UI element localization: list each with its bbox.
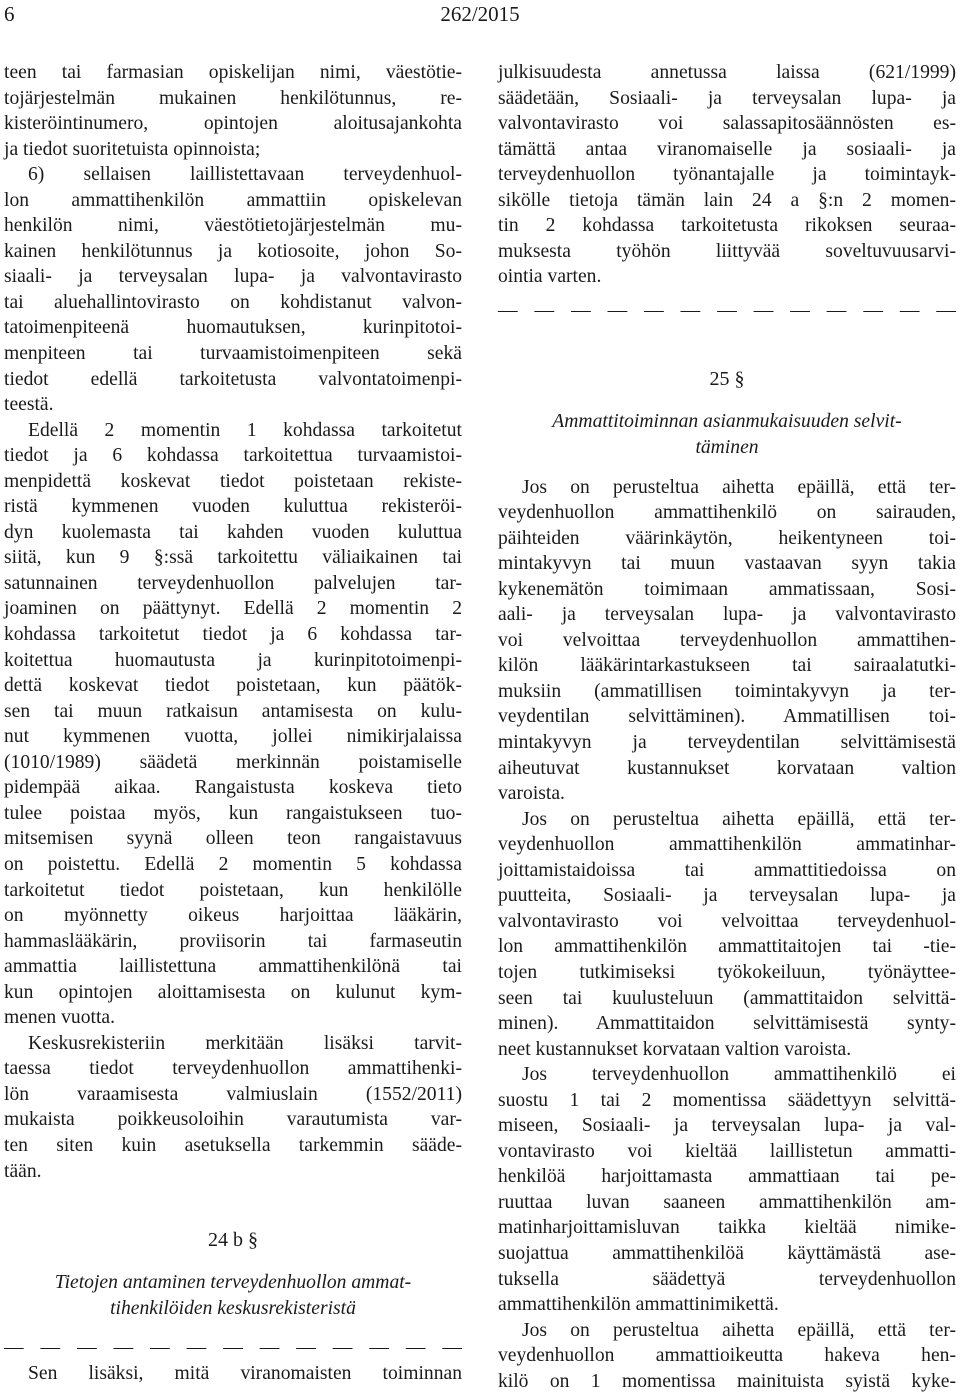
text-line: 6) sellaisen laillistettavaan terveydenhuol- <box>28 164 462 186</box>
text-line: ja tiedot suoritetuista opinnoista; <box>4 138 261 160</box>
paragraph <box>498 1318 956 1394</box>
text-line: sikölle tietoja tämän lain 24 a §:n 2 momen- <box>498 189 956 211</box>
text-line: Edellä 2 momentin 1 kohdassa tarkoitetut <box>28 419 462 441</box>
text-line: Jos on perusteltua aihetta epäillä, että ter- <box>522 1319 956 1341</box>
paragraph <box>4 1031 462 1184</box>
text-line: muksesta työhön liittyvää soveltuvuusarvi- <box>498 240 956 262</box>
text-line: koitettua huomautusta ja kurinpitotoimenpi- <box>4 649 462 671</box>
text-line: ten siten kuin asetuksella tarkemmin sääde- <box>4 1134 462 1156</box>
text-line: menpiteen tai turvaamistoimenpiteen sekä <box>4 343 462 365</box>
text-line: vontavirasto voi kieltää laillistetun ammatti- <box>498 1140 956 1162</box>
text-line: neet kustannukset korvataan valtion varoista. <box>498 1038 852 1060</box>
spacer <box>498 323 956 367</box>
text-line: kohdassa tarkoitetut tiedot ja 6 kohdassa tar- <box>4 624 462 646</box>
text-line: tatoimenpiteenä huomautuksen, kurinpitotoi- <box>4 317 462 339</box>
paragraph <box>4 60 462 418</box>
text-line: tiedot ja 6 kohdassa tarkoitettua turvaamistoi- <box>4 445 462 467</box>
text-line: kilö on 1 momentissa mainituista syistä kyke- <box>498 1370 956 1392</box>
text-line: nut kymmenen vuotta, jollei nimikirjalaissa <box>4 726 462 748</box>
section-title: Ammattitoiminnan asianmukaisuuden selvit- <box>552 411 902 433</box>
section-number: 24 b § <box>208 1229 258 1252</box>
spacer <box>4 1321 462 1335</box>
text-line: minen). Ammattitaidon selvittämisestä synty- <box>498 1013 956 1035</box>
text-line: mukaista poikkeusoloihin varautumista var- <box>4 1109 462 1131</box>
spacer <box>498 290 956 298</box>
text-line: joaminen on päättynyt. Edellä 2 momentin 2 <box>4 598 462 620</box>
text-line: miseen, Sosiaali- ja terveysalan lupa- ja val- <box>498 1115 956 1137</box>
text-line: aali- ja terveysalan lupa- ja valvontavirasto <box>498 604 956 626</box>
text-line: lön varaamisesta valmiuslain (1552/2011) <box>4 1083 462 1105</box>
text-line: tin 2 kohdassa tarkoitetusta rikoksen seuraa- <box>498 215 956 237</box>
text-line: varoista. <box>498 783 565 805</box>
text-line: Keskusrekisteriin merkitään lisäksi tarvit- <box>28 1032 462 1054</box>
text-line: tulee poistaa myös, kun rangaistukseen tuo- <box>4 802 462 824</box>
spacer <box>4 1254 462 1270</box>
text-line: (1010/1989) säädetä merkinnän poistamiselle <box>4 751 462 773</box>
section-title: täminen <box>695 437 759 459</box>
text-line: pidempää aikaa. Rangaistusta koskeva tieto <box>4 777 462 799</box>
spacer <box>498 393 956 409</box>
text-line: tiedot edellä tarkoitetusta valvontatoimenpi- <box>4 368 462 390</box>
text-line: henkilöä harjoittamasta ammattiaan tai pe- <box>498 1166 956 1188</box>
text-line: taessa tiedot terveydenhuollon ammattihenki- <box>4 1058 462 1080</box>
text-line: matinharjoittamisluvan taikka kieltää nimike- <box>498 1217 956 1239</box>
text-line: henkilön nimi, väestötietojärjestelmän mu- <box>4 215 462 237</box>
text-line: hammaslääkärin, proviisorin tai farmaseutin <box>4 930 462 952</box>
text-line: voi velvoittaa terveydenhuollon ammattihen- <box>498 629 956 651</box>
text-line: ristä kymmenen vuoden kuluttua rekisteröi- <box>4 496 462 518</box>
text-line: tojen tutkimiseksi työkokeiluun, työnäyttee- <box>498 961 956 983</box>
text-line: suostu 1 tai 2 momentissa säädettyyn selvittä- <box>498 1089 956 1111</box>
spacer <box>4 1184 462 1228</box>
text-line: tojärjestelmän mukainen henkilötunnus, re- <box>4 87 462 109</box>
text-line: on poistettu. Edellä 2 momentin 5 kohdassa <box>4 853 462 875</box>
text-line: Jos on perusteltua aihetta epäillä, että ter- <box>522 476 956 498</box>
text-line: kainen henkilötunnus ja kotiosoite, johon So- <box>4 240 462 262</box>
text-line: menpidettä koskevat tiedot poistetaan rekiste- <box>4 470 462 492</box>
text-line: tai aluehallintovirasto on kohdistanut valvon- <box>4 291 462 313</box>
text-line: veydenhuollon ammattioikeutta hakeva hen- <box>498 1345 956 1367</box>
text-line: tarkoitetut tiedot poistetaan, kun henkilölle <box>4 879 462 901</box>
text-line: Jos terveydenhuollon ammattihenkilö ei <box>522 1064 956 1086</box>
text-line: Jos on perusteltua aihetta epäillä, että ter- <box>522 808 956 830</box>
text-line: dyn kuolemasta tai kahden vuoden kuluttua <box>4 521 462 543</box>
text-line: kykenemätön toimimaan ammatissaan, Sosi- <box>498 578 956 600</box>
omission-dashes: — — — — — — — — — — — — — <box>4 1337 462 1359</box>
text-line: satunnainen terveydenhuollon palvelujen tar- <box>4 572 462 594</box>
text-line: valvontavirasto voi velvoittaa terveydenhuol- <box>498 910 956 932</box>
text-line: julkisuudesta annetussa laissa (621/1999) <box>498 62 956 83</box>
right-column <box>498 60 956 1394</box>
omission-dashes: — — — — — — — — — — — — — <box>498 299 956 321</box>
text-line: muksiin (ammatillisen toimintakyvyn ja ter- <box>498 680 956 702</box>
text-line: dettä koskevat tiedot poistetaan, kun päätök- <box>4 675 462 697</box>
text-line: kun opintojen aloittamisesta on kulunut kym- <box>4 981 462 1003</box>
text-line: seen tai kuulusteluun (ammattitaidon selvittä- <box>498 987 956 1009</box>
text-line: puutteita, Sosiaali- ja terveysalan lupa- ja <box>498 885 956 907</box>
text-line: ammattihenkilön ammattinimikettä. <box>498 1294 779 1316</box>
text-line: siaali- ja terveysalan lupa- ja valvontavirasto <box>4 266 462 288</box>
paragraph <box>498 60 956 290</box>
section-title: tihenkilöiden keskusrekisteristä <box>110 1297 356 1319</box>
text-line: suojattua ammattihenkilöä käyttämästä ase- <box>498 1242 956 1264</box>
text-line: menen vuotta. <box>4 1007 115 1029</box>
text-line: mintakyvyn ja terveydentilan selvittämisestä <box>498 732 956 754</box>
text-line: tuksella säädettyä terveydenhuollon <box>498 1268 956 1290</box>
text-line: lon ammattihenkilön ammattitaitojen tai -tie- <box>498 936 956 958</box>
text-line: ointia varten. <box>498 266 602 288</box>
text-line: sen tai muun ratkaisun antamisesta on kulu- <box>4 700 462 722</box>
text-line: aiheutuvat kustannukset korvataan valtion <box>498 757 956 779</box>
section-number: 25 § <box>709 368 745 391</box>
paragraph <box>4 418 462 1031</box>
text-line: mitsemisen syynä olleen teon rangaistavuus <box>4 828 462 850</box>
text-line: veydentilan selvittäminen). Ammatillisen toi- <box>498 706 956 728</box>
text-line: siitä, kun 9 §:ssä tarkoitettu väliaikainen tai <box>4 547 462 569</box>
spacer <box>498 461 956 475</box>
text-line: Sen lisäksi, mitä viranomaisten toiminnan <box>28 1362 462 1384</box>
text-line: teen tai farmasian opiskelijan nimi, väestötie- <box>4 62 462 83</box>
text-line: veydenhuollon ammattihenkilö on sairauden, <box>498 502 956 524</box>
text-line: kilön lääkärintarkastukseen tai sairaalatutki- <box>498 655 956 677</box>
text-line: lon ammattihenkilön ammattiin opiskelevan <box>4 189 462 211</box>
text-line: terveydenhuollon työnantajalle ja toimintayk- <box>498 164 956 186</box>
text-line: päihteiden väärinkäytön, heikentyneen toi- <box>498 527 956 549</box>
text-line: tään. <box>4 1160 42 1182</box>
paragraph <box>498 807 956 1062</box>
document-number: 262/2015 <box>440 2 520 26</box>
text-line: valvontavirasto voi salassapitosäännösten es- <box>498 113 956 135</box>
page-number: 6 <box>4 2 15 26</box>
text-line: ruuttaa luvan saaneen ammattihenkilön am- <box>498 1191 956 1213</box>
text-line: mintakyvyn tai muun vastaavan syyn takia <box>498 553 956 575</box>
text-line: veydenhuollon ammattihenkilön ammatinhar- <box>498 834 956 856</box>
page-header <box>0 0 960 30</box>
text-line: teestä. <box>4 394 54 416</box>
text-line: säädetään, Sosiaali- ja terveysalan lupa- ja <box>498 87 956 109</box>
text-line: on myönnetty oikeus harjoittaa lääkärin, <box>4 905 462 927</box>
left-column <box>4 60 462 1386</box>
text-line: ammattia laillistettuna ammattihenkilönä tai <box>4 956 462 978</box>
text-line: kisteröintinumero, opintojen aloitusajankohta <box>4 113 462 135</box>
paragraph <box>498 475 956 807</box>
text-line: tämättä antaa viranomaiselle ja sosiaali- ja <box>498 138 956 160</box>
paragraph <box>498 1062 956 1317</box>
section-title: Tietojen antaminen terveydenhuollon ammat- <box>54 1272 412 1294</box>
text-line: joittamistaidoissa tai ammattitiedoissa on <box>498 859 956 881</box>
